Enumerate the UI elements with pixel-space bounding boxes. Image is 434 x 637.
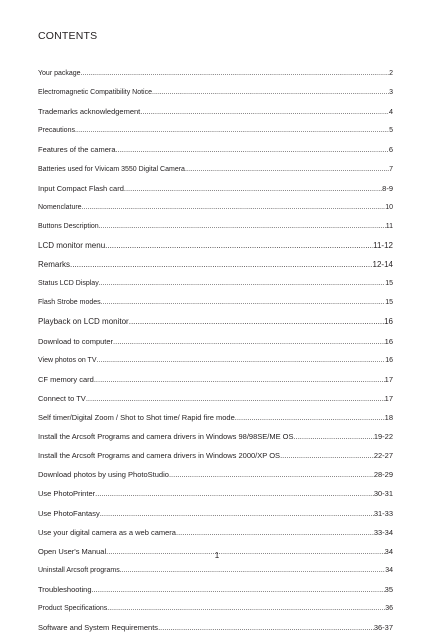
- toc-entry-label: Self timer/Digital Zoom / Shot to Shot time/ Rapid fire mode: [38, 412, 235, 422]
- toc-dot-leader: [294, 427, 374, 446]
- toc-entry-label: Use PhotoFantasy: [38, 508, 100, 518]
- toc-dot-leader: [81, 64, 390, 83]
- toc-dot-leader: [75, 121, 389, 140]
- toc-entry-label: Status LCD Display: [38, 280, 99, 288]
- toc-entry: [38, 484, 393, 503]
- toc-entry: [38, 64, 393, 83]
- toc-entry-label: Install the Arcsoft Programs and camera drivers in Windows 2000/XP OS: [38, 451, 281, 461]
- toc-entry-label: Features of the camera: [38, 145, 116, 155]
- toc-entry: [38, 351, 393, 370]
- toc-entry-label: Nomenclature: [38, 203, 82, 211]
- toc-entry: [38, 618, 393, 637]
- toc-dot-leader: [158, 618, 374, 637]
- toc-entry-page: 5: [389, 127, 393, 135]
- toc-entry-page: 35: [384, 584, 393, 594]
- toc-dot-leader: [113, 332, 385, 351]
- toc-entry-page: 33-34: [373, 527, 393, 537]
- toc-entry-page: 11-12: [373, 240, 393, 250]
- toc-dot-leader: [86, 389, 385, 408]
- toc-entry-page: 36: [385, 605, 393, 613]
- toc-dot-leader: [95, 484, 374, 503]
- toc-entry: [38, 504, 393, 523]
- toc-entry-label: Product Specifications: [38, 605, 108, 613]
- toc-entry-label: Input Compact Flash card: [38, 183, 124, 193]
- toc-entry-page: 16: [384, 317, 393, 327]
- toc-dot-leader: [105, 236, 373, 255]
- toc-entry: [38, 446, 393, 465]
- toc-entry-label: Precautions: [38, 127, 75, 135]
- toc-entry-label: Troubleshooting: [38, 584, 92, 594]
- toc-entry: [38, 389, 393, 408]
- toc-entry-page: 16: [385, 356, 393, 364]
- toc-entry-label: Trademarks acknowledgement: [38, 107, 141, 117]
- toc-entry-page: 31-33: [373, 508, 393, 518]
- toc-entry: [38, 580, 393, 599]
- toc-entry-page: 17: [384, 374, 393, 384]
- toc-entry-page: 30-31: [373, 489, 393, 499]
- toc-entry-label: View photos on TV: [38, 356, 97, 364]
- toc-entry: [38, 198, 393, 217]
- toc-entry-label: Download to computer: [38, 336, 114, 346]
- toc-entry: [38, 102, 393, 121]
- toc-dot-leader: [280, 446, 374, 465]
- toc-entry-label: Batteries used for Vivicam 3550 Digital Camera: [38, 165, 185, 173]
- toc-entry-label: Playback on LCD monitor: [38, 317, 129, 327]
- toc-entry-page: 34: [385, 566, 393, 574]
- toc-entry-label: Open User's Manual: [38, 546, 107, 556]
- toc-dot-leader: [124, 179, 382, 198]
- toc-dot-leader: [101, 293, 386, 312]
- toc-entry-label: Software and System Requirements: [38, 623, 159, 633]
- toc-entry: [38, 293, 393, 312]
- toc-dot-leader: [140, 102, 389, 121]
- toc-entry-label: Flash Strobe modes: [38, 299, 101, 307]
- toc-entry: [38, 179, 393, 198]
- toc-entry: [38, 427, 393, 446]
- toc-entry-page: 18: [384, 412, 393, 422]
- toc-dot-leader: [82, 198, 386, 217]
- toc-dot-leader: [70, 255, 373, 274]
- toc-entry-page: 11: [385, 222, 393, 230]
- toc-entry-page: 15: [385, 280, 393, 288]
- toc-entry-label: Buttons Description: [38, 222, 99, 230]
- toc-dot-leader: [129, 312, 384, 331]
- toc-entry: [38, 332, 393, 351]
- toc-entry-page: 7: [389, 165, 393, 173]
- toc-entry-label: Your package: [38, 70, 81, 77]
- toc-entry-label: Use your digital camera as a web camera: [38, 527, 176, 537]
- toc-entry-page: 16: [384, 336, 393, 346]
- toc-entry: [38, 274, 393, 293]
- toc-dot-leader: [116, 140, 389, 159]
- toc-entry: [38, 599, 393, 618]
- toc-entry: [38, 83, 393, 102]
- toc-entry-page: 17: [384, 393, 393, 403]
- toc-dot-leader: [100, 504, 374, 523]
- toc-entry-page: 10: [385, 203, 393, 211]
- toc-entry-page: 6: [388, 145, 393, 155]
- toc-entry-page: 15: [385, 299, 393, 307]
- toc-entry: [38, 465, 393, 484]
- toc-dot-leader: [152, 83, 389, 102]
- toc-dot-leader: [99, 274, 386, 293]
- toc-entry-page: 4: [388, 107, 393, 117]
- toc-entry: [38, 370, 393, 389]
- toc-entry-label: Use PhotoPrinter: [38, 489, 96, 499]
- toc-entry-page: 2: [389, 70, 393, 77]
- toc-entry-label: Remarks: [38, 260, 71, 270]
- toc-dot-leader: [97, 351, 386, 370]
- toc-dot-leader: [235, 408, 385, 427]
- toc-entry-page: 22-27: [373, 451, 393, 461]
- toc-entry-page: 8-9: [382, 183, 393, 193]
- toc-dot-leader: [107, 599, 385, 618]
- toc-entry-page: 28-29: [373, 470, 393, 480]
- toc-entry: [38, 140, 393, 159]
- toc-entry-label: LCD monitor menu: [38, 240, 106, 250]
- toc-entry-label: CF memory card: [38, 374, 94, 384]
- toc-dot-leader: [92, 580, 385, 599]
- toc-dot-leader: [120, 561, 386, 580]
- toc-entry-label: Connect to TV: [38, 393, 86, 403]
- toc-entry-label: Install the Arcsoft Programs and camera drivers in Windows 98/98SE/ME OS: [38, 432, 294, 442]
- toc-dot-leader: [94, 370, 385, 389]
- toc-entry-page: 34: [384, 546, 393, 556]
- toc-dot-leader: [169, 465, 374, 484]
- toc-entry: [38, 217, 393, 236]
- toc-dot-leader: [99, 217, 386, 236]
- toc-entry: [38, 255, 393, 274]
- toc-dot-leader: [176, 523, 374, 542]
- toc-entry: [38, 312, 393, 331]
- toc-entry-page: 19-22: [373, 432, 393, 442]
- toc-dot-leader: [185, 160, 389, 179]
- toc-entry: [38, 523, 393, 542]
- toc-entry: [38, 408, 393, 427]
- toc-entry-page: 36-37: [373, 623, 393, 633]
- toc-entry-page: 12-14: [372, 260, 393, 270]
- toc-entry: [38, 561, 393, 580]
- page-number: 1: [214, 551, 220, 560]
- toc-entry-label: Uninstall Arcsoft programs: [38, 566, 120, 574]
- page-title: CONTENTS: [38, 30, 98, 42]
- toc-entry-label: Electromagnetic Compatibility Notice: [38, 89, 152, 97]
- toc-entry-page: 3: [389, 89, 393, 97]
- toc-entry: [38, 160, 393, 179]
- toc-entry: [38, 121, 393, 140]
- toc-entry: [38, 236, 393, 255]
- toc-entry-label: Download photos by using PhotoStudio: [38, 470, 169, 480]
